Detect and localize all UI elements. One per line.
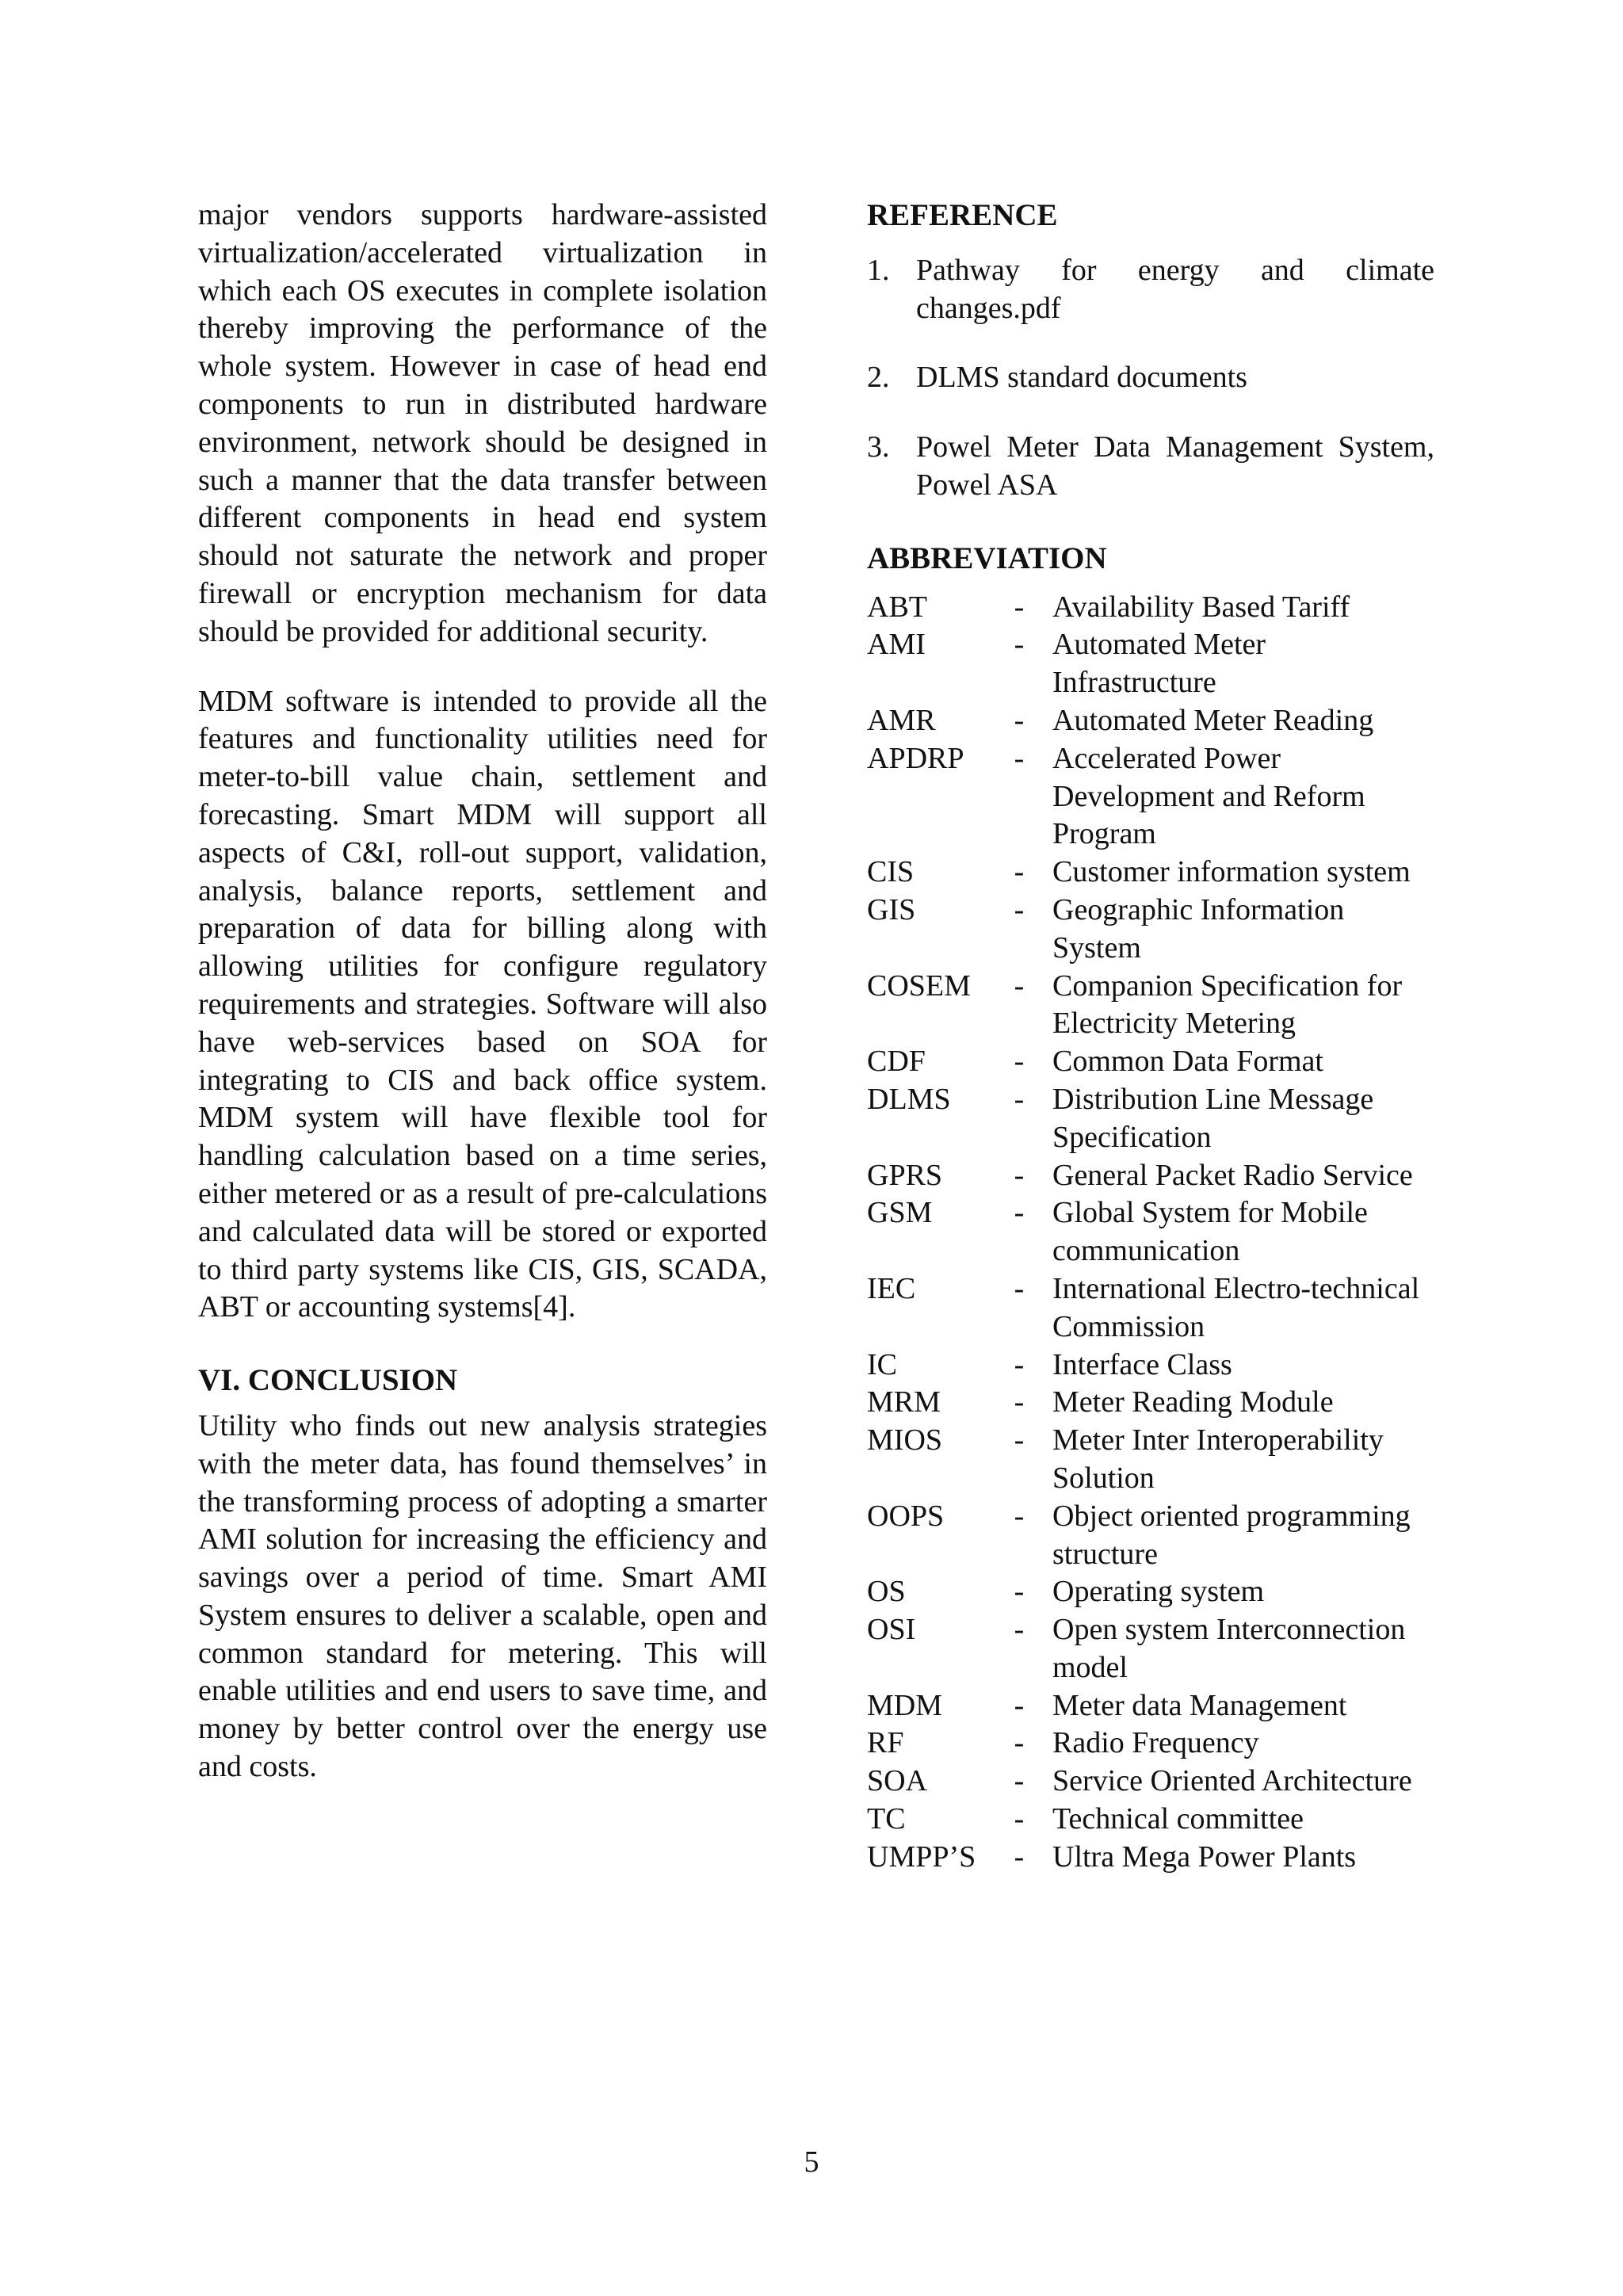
abbreviation-dash: -	[1014, 1347, 1025, 1381]
abbreviation-row	[867, 702, 1434, 740]
abbreviation-list	[867, 589, 1434, 1877]
abbreviation-definition: Technical committee	[1052, 1802, 1304, 1836]
right-column	[867, 197, 1434, 1877]
abbreviation-dash: -	[1014, 1196, 1025, 1230]
abbreviation-dash: -	[1014, 1688, 1025, 1722]
abbreviation-row	[867, 1081, 1434, 1157]
abbreviation-row	[867, 1384, 1434, 1422]
abbreviation-row	[867, 1687, 1434, 1725]
abbreviation-dash: -	[1014, 1385, 1025, 1419]
abbreviation-term: DLMS	[867, 1082, 951, 1116]
abbreviation-dash: -	[1014, 1613, 1025, 1647]
reference-heading: REFERENCE	[867, 198, 1058, 232]
abbreviation-definition: Companion Specification for Electricity Metering	[1052, 968, 1403, 1041]
abbreviation-definition: Object oriented programming structure	[1052, 1499, 1411, 1571]
abbreviation-term: GSM	[867, 1196, 933, 1230]
abbreviation-dash: -	[1014, 590, 1025, 624]
abbreviation-row	[867, 1194, 1434, 1270]
abbreviation-term: CIS	[867, 855, 915, 889]
abbreviation-definition: Customer information system	[1052, 855, 1411, 889]
abbreviation-row	[867, 1573, 1434, 1611]
abbreviation-dash: -	[1014, 1158, 1025, 1192]
abbreviation-definition: Radio Frequency	[1052, 1726, 1259, 1760]
abbreviation-definition: Geographic Information System	[1052, 892, 1345, 965]
abbreviation-dash: -	[1014, 1839, 1025, 1874]
abbreviation-definition: Accelerated Power Development and Reform Program	[1052, 741, 1365, 851]
abbreviation-row	[867, 1763, 1434, 1801]
conclusion-heading: VI. CONCLUSION	[198, 1363, 458, 1398]
abbreviation-row	[867, 1498, 1434, 1574]
abbreviation-definition: Meter data Management	[1052, 1688, 1347, 1722]
abbreviation-definition: General Packet Radio Service	[1052, 1158, 1413, 1192]
abbreviation-definition: International Electro-technical Commission	[1052, 1271, 1420, 1343]
abbreviation-row	[867, 1839, 1434, 1877]
abbreviation-definition: Ultra Mega Power Plants	[1052, 1839, 1357, 1874]
abbreviation-dash: -	[1014, 1045, 1025, 1079]
abbreviation-row	[867, 1725, 1434, 1763]
abbreviation-definition: Automated Meter Infrastructure	[1052, 628, 1266, 700]
abbreviation-dash: -	[1014, 1082, 1025, 1116]
abbreviation-row	[867, 740, 1434, 854]
abbreviation-definition: Automated Meter Reading	[1052, 703, 1374, 737]
reference-item	[867, 252, 1434, 328]
abbreviation-row	[867, 1611, 1434, 1687]
conclusion-paragraph: Utility who finds out new analysis strategies with the meter data, has found themselves’ in the transforming process of adopting a smarter AMI solution for increasing the efficiency and savings over a period of time. Smart AMI System ensures to deliver a scalable, open and common standard for metering. This will enable utilities and end users to save time, and money by better control over the energy use and costs.	[198, 1408, 767, 1784]
abbreviation-dash: -	[1014, 892, 1025, 926]
body-paragraph: major vendors supports hardware-assisted virtualization/accelerated virtualization in which each OS executes in complete isolation thereby improving the performance of the whole system. However in case of head end components to run in distributed hardware environment, network should be designed in such a manner that the data transfer between different components in head end system should not saturate the network and proper firewall or encryption mechanism for data should be provided for additional security.	[198, 198, 767, 648]
abbreviation-definition: Open system Interconnection model	[1052, 1613, 1406, 1684]
reference-text: DLMS standard documents	[916, 361, 1247, 395]
abbreviation-dash: -	[1014, 1271, 1025, 1305]
abbreviation-dash: -	[1014, 741, 1025, 775]
abbreviation-term: TC	[867, 1802, 906, 1836]
abbreviation-row	[867, 626, 1434, 702]
abbreviation-definition: Interface Class	[1052, 1347, 1232, 1381]
abbreviation-row	[867, 1422, 1434, 1498]
abbreviation-term: OSI	[867, 1613, 916, 1647]
abbreviation-term: UMPP’S	[867, 1839, 976, 1874]
abbreviation-term: ABT	[867, 590, 927, 624]
abbreviation-row	[867, 1801, 1434, 1839]
abbreviation-dash: -	[1014, 1423, 1025, 1457]
abbreviation-term: CDF	[867, 1045, 926, 1079]
abbreviation-dash: -	[1014, 1726, 1025, 1760]
body-paragraph: MDM software is intended to provide all the features and functionality utilities need for meter-to-bill value chain, settlement and forecasting. Smart MDM will support all aspects of C&I, roll-out support, validation, analysis, balance reports, settlement and preparation of data for billing along with allowing utilities for configure regulatory requirements and strategies. Software will also have web-services based on SOA for integrating to CIS and back office system. MDM system will have flexible tool for handling calculation based on a time series, either metered or as a result of pre-calculations and calculated data will be stored or exported to third party systems like CIS, GIS, SCADA, ABT or accounting systems[4].	[198, 684, 767, 1324]
reference-text: Powel Meter Data Management System, Powel ASA	[916, 430, 1434, 502]
abbreviation-definition: Common Data Format	[1052, 1045, 1323, 1079]
abbreviation-term: IEC	[867, 1271, 916, 1305]
abbreviation-definition: Meter Inter Interoperability Solution	[1052, 1423, 1384, 1495]
abbreviation-row	[867, 1347, 1434, 1385]
abbreviation-row	[867, 589, 1434, 627]
reference-number: 3.	[867, 430, 890, 464]
abbreviation-row	[867, 1043, 1434, 1081]
abbreviation-term: RF	[867, 1726, 904, 1760]
abbreviation-definition: Distribution Line Message Specification	[1052, 1082, 1374, 1154]
reference-number: 1.	[867, 253, 890, 287]
abbreviation-term: MIOS	[867, 1423, 943, 1457]
abbreviation-dash: -	[1014, 855, 1025, 889]
abbreviation-dash: -	[1014, 628, 1025, 662]
abbreviation-dash: -	[1014, 1764, 1025, 1798]
reference-list	[867, 252, 1434, 505]
page-number: 5	[804, 2145, 819, 2179]
abbreviation-term: IC	[867, 1347, 897, 1381]
abbreviation-definition: Operating system	[1052, 1575, 1265, 1609]
abbreviation-term: GPRS	[867, 1158, 943, 1192]
abbreviation-dash: -	[1014, 1575, 1025, 1609]
abbreviation-dash: -	[1014, 1802, 1025, 1836]
abbreviation-term: SOA	[867, 1764, 928, 1798]
left-column	[198, 197, 767, 1786]
abbreviation-row	[867, 1157, 1434, 1195]
abbreviation-definition: Availability Based Tariff	[1052, 590, 1350, 624]
reference-number: 2.	[867, 361, 890, 395]
abbreviation-heading: ABBREVIATION	[867, 541, 1107, 575]
abbreviation-term: AMI	[867, 628, 926, 662]
abbreviation-term: OS	[867, 1575, 906, 1609]
abbreviation-term: COSEM	[867, 968, 971, 1003]
abbreviation-term: GIS	[867, 892, 916, 926]
abbreviation-row	[867, 854, 1434, 892]
abbreviation-term: APDRP	[867, 741, 964, 775]
abbreviation-term: MRM	[867, 1385, 941, 1419]
abbreviation-term: AMR	[867, 703, 936, 737]
abbreviation-dash: -	[1014, 703, 1025, 737]
abbreviation-row	[867, 1270, 1434, 1347]
reference-text: Pathway for energy and climate changes.pdf	[916, 253, 1434, 325]
abbreviation-term: OOPS	[867, 1499, 945, 1533]
abbreviation-term: MDM	[867, 1688, 943, 1722]
abbreviation-definition: Meter Reading Module	[1052, 1385, 1334, 1419]
abbreviation-definition: Service Oriented Architecture	[1052, 1764, 1412, 1798]
reference-item	[867, 429, 1434, 505]
reference-item	[867, 359, 1434, 397]
abbreviation-row	[867, 892, 1434, 968]
abbreviation-definition: Global System for Mobile communication	[1052, 1196, 1368, 1268]
abbreviation-dash: -	[1014, 968, 1025, 1003]
abbreviation-dash: -	[1014, 1499, 1025, 1533]
abbreviation-row	[867, 968, 1434, 1044]
